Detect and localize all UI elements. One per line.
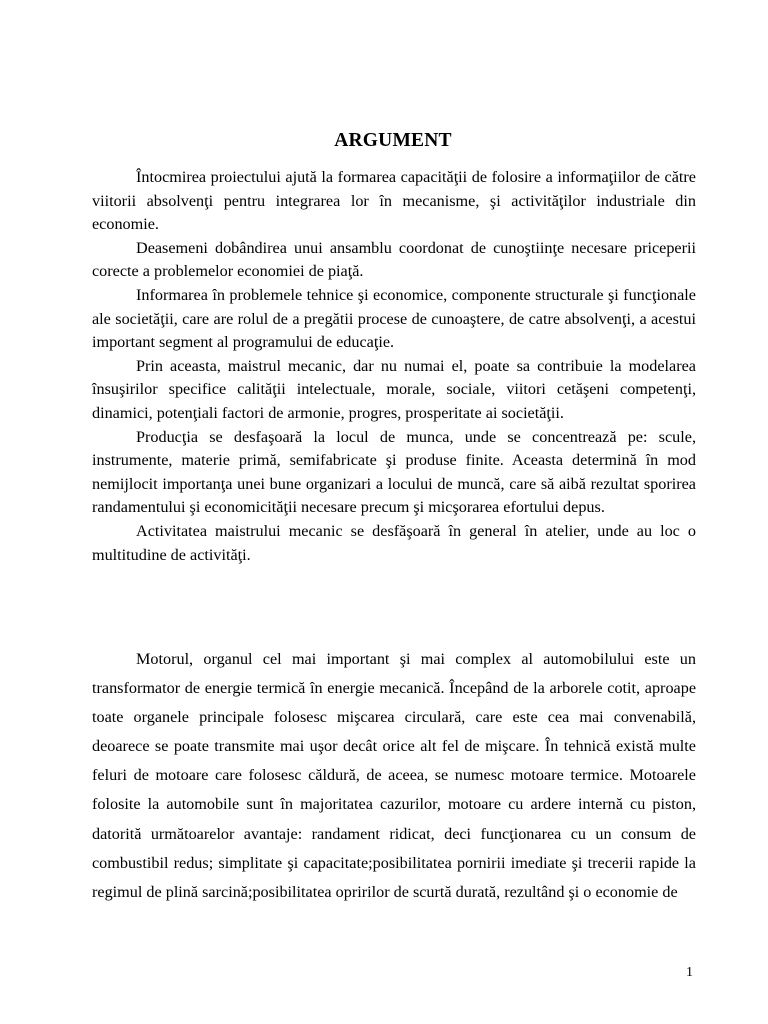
engine-section [92, 645, 696, 907]
paragraph: Producţia se desfaşoară la locul de munca, unde se concentrează pe: scule, instrumente, materie primă, semifabricate şi produse finite. Aceasta determină în mod nemijlocit importanţa unei bune organizari a locului de muncă, care să aibă rezultat sporirea randamentului şi economicităţii necesare precum şi micşorarea efortului depus. [92, 427, 696, 517]
paragraph: Întocmirea proiectului ajută la formarea capacităţii de folosire a informaţiilor de către viitorii absolvenţi pentru integrarea lor în mecanisme, şi activităţilor industriale din economie. [92, 168, 696, 234]
paragraph: Deasemeni dobândirea unui ansamblu coordonat de cunoştiinţe necesare priceperii corecte a problemelor economiei de piaţă. [92, 238, 696, 281]
paragraph: Prin aceasta, maistrul mecanic, dar nu numai el, poate sa contribuie la modelarea însuşirilor specifice calităţii intelectuale, morale, sociale, viitori cetăşeni competenţi, dinamici, potenţiali factori de armonie, progres, prosperitate ai societăţii. [92, 356, 696, 422]
document-title: ARGUMENT [334, 130, 452, 151]
paragraph: Activitatea maistrului mecanic se desfăşoară în general în atelier, unde au loc o multitudine de activităţi. [92, 521, 696, 564]
paragraph: Informarea în problemele tehnice şi economice, componente structurale şi funcţionale ale societăţii, care are rolul de a pregătii procese de cunoaştere, de catre absolvenţi, a acestui important segment al programului de educaţie. [92, 285, 696, 352]
page-number: 1 [686, 965, 693, 980]
argument-section [92, 166, 696, 567]
paragraph: Motorul, organul cel mai important şi mai complex al automobilului este un transformator de energie termică în energie mecanică. Începând de la arborele cotit, aproape toate organele principale folosesc mişcarea circulară, care este cea mai convenabilă, deoarece se poate transmite mai uşor decât orice alt fel de mişcare. În tehnică există multe feluri de motoare care folosesc căldură, de aceea, se numesc motoare termice. Motoarele folosite la automobile sunt în majoritatea cazurilor, motoare cu ardere internă cu piston, datorită următoarelor avantaje: randament ridicat, deci funcţionarea cu un consum de combustibil redus; simplitate şi capacitate;posibilitatea pornirii imediate şi trecerii rapide la regimul de plină sarcină;posibilitatea opririlor de scurtă durată, rezultând şi o economie de [92, 650, 696, 901]
